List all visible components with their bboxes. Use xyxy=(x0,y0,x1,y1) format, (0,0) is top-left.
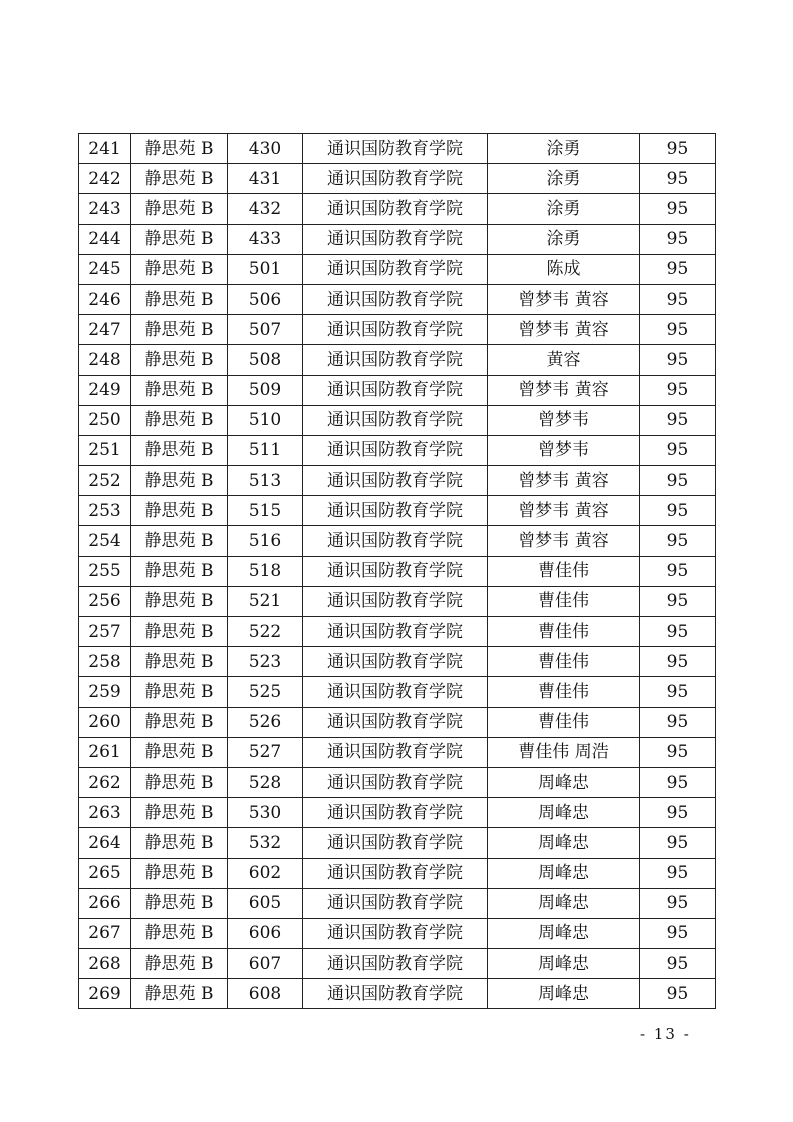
staff-name-cell: 涂勇 xyxy=(488,224,640,254)
table-row xyxy=(79,435,716,465)
staff-name-cell: 曹佳伟 xyxy=(488,556,640,586)
table-row xyxy=(79,647,716,677)
building-cell: 静思苑 B xyxy=(131,375,228,405)
college-cell: 通识国防教育学院 xyxy=(303,828,488,858)
table-row xyxy=(79,767,716,797)
college-cell: 通识国防教育学院 xyxy=(303,164,488,194)
college-cell: 通识国防教育学院 xyxy=(303,677,488,707)
building-cell: 静思苑 B xyxy=(131,918,228,948)
room-number-cell: 532 xyxy=(228,828,303,858)
score-cell: 95 xyxy=(640,345,716,375)
staff-name-cell: 涂勇 xyxy=(488,164,640,194)
score-cell: 95 xyxy=(640,466,716,496)
score-cell: 95 xyxy=(640,194,716,224)
table-row xyxy=(79,345,716,375)
staff-name-cell: 曾梦韦 xyxy=(488,435,640,465)
building-cell: 静思苑 B xyxy=(131,828,228,858)
row-index-cell: 264 xyxy=(79,828,131,858)
score-cell: 95 xyxy=(640,617,716,647)
staff-name-cell: 曹佳伟 xyxy=(488,647,640,677)
college-cell: 通识国防教育学院 xyxy=(303,435,488,465)
college-cell: 通识国防教育学院 xyxy=(303,798,488,828)
room-number-cell: 507 xyxy=(228,315,303,345)
score-cell: 95 xyxy=(640,496,716,526)
college-cell: 通识国防教育学院 xyxy=(303,949,488,979)
table-row xyxy=(79,828,716,858)
score-cell: 95 xyxy=(640,526,716,556)
table-row xyxy=(79,949,716,979)
college-cell: 通识国防教育学院 xyxy=(303,315,488,345)
table-row xyxy=(79,164,716,194)
room-number-cell: 605 xyxy=(228,888,303,918)
college-cell: 通识国防教育学院 xyxy=(303,526,488,556)
row-index-cell: 241 xyxy=(79,134,131,164)
row-index-cell: 247 xyxy=(79,315,131,345)
row-index-cell: 268 xyxy=(79,949,131,979)
staff-name-cell: 黄容 xyxy=(488,345,640,375)
building-cell: 静思苑 B xyxy=(131,737,228,767)
building-cell: 静思苑 B xyxy=(131,858,228,888)
staff-name-cell: 曾梦韦 黄容 xyxy=(488,466,640,496)
college-cell: 通识国防教育学院 xyxy=(303,194,488,224)
room-number-cell: 508 xyxy=(228,345,303,375)
room-number-cell: 433 xyxy=(228,224,303,254)
staff-name-cell: 陈成 xyxy=(488,254,640,284)
college-cell: 通识国防教育学院 xyxy=(303,737,488,767)
room-number-cell: 523 xyxy=(228,647,303,677)
staff-name-cell: 周峰忠 xyxy=(488,979,640,1009)
staff-name-cell: 涂勇 xyxy=(488,194,640,224)
table-row xyxy=(79,194,716,224)
staff-name-cell: 曾梦韦 xyxy=(488,405,640,435)
room-number-cell: 509 xyxy=(228,375,303,405)
row-index-cell: 251 xyxy=(79,435,131,465)
building-cell: 静思苑 B xyxy=(131,224,228,254)
table-row xyxy=(79,888,716,918)
room-number-cell: 521 xyxy=(228,586,303,616)
college-cell: 通识国防教育学院 xyxy=(303,707,488,737)
score-cell: 95 xyxy=(640,284,716,314)
room-number-cell: 606 xyxy=(228,918,303,948)
score-cell: 95 xyxy=(640,586,716,616)
room-number-cell: 501 xyxy=(228,254,303,284)
table-row xyxy=(79,617,716,647)
college-cell: 通识国防教育学院 xyxy=(303,767,488,797)
table-row xyxy=(79,496,716,526)
room-number-cell: 510 xyxy=(228,405,303,435)
staff-name-cell: 周峰忠 xyxy=(488,767,640,797)
row-index-cell: 261 xyxy=(79,737,131,767)
score-cell: 95 xyxy=(640,737,716,767)
staff-name-cell: 曾梦韦 黄容 xyxy=(488,496,640,526)
row-index-cell: 254 xyxy=(79,526,131,556)
table-row xyxy=(79,979,716,1009)
score-cell: 95 xyxy=(640,556,716,586)
row-index-cell: 250 xyxy=(79,405,131,435)
page-number: - 13 - xyxy=(640,1025,691,1043)
building-cell: 静思苑 B xyxy=(131,586,228,616)
score-cell: 95 xyxy=(640,375,716,405)
staff-name-cell: 涂勇 xyxy=(488,134,640,164)
college-cell: 通识国防教育学院 xyxy=(303,284,488,314)
staff-name-cell: 周峰忠 xyxy=(488,828,640,858)
score-cell: 95 xyxy=(640,918,716,948)
college-cell: 通识国防教育学院 xyxy=(303,224,488,254)
row-index-cell: 246 xyxy=(79,284,131,314)
dormitory-score-table xyxy=(78,133,716,1009)
score-cell: 95 xyxy=(640,707,716,737)
room-number-cell: 525 xyxy=(228,677,303,707)
room-number-cell: 515 xyxy=(228,496,303,526)
row-index-cell: 248 xyxy=(79,345,131,375)
score-cell: 95 xyxy=(640,858,716,888)
table-row xyxy=(79,918,716,948)
building-cell: 静思苑 B xyxy=(131,888,228,918)
building-cell: 静思苑 B xyxy=(131,677,228,707)
table-row xyxy=(79,707,716,737)
building-cell: 静思苑 B xyxy=(131,134,228,164)
score-cell: 95 xyxy=(640,888,716,918)
table-row xyxy=(79,526,716,556)
row-index-cell: 249 xyxy=(79,375,131,405)
building-cell: 静思苑 B xyxy=(131,767,228,797)
staff-name-cell: 曹佳伟 xyxy=(488,617,640,647)
college-cell: 通识国防教育学院 xyxy=(303,617,488,647)
score-cell: 95 xyxy=(640,979,716,1009)
college-cell: 通识国防教育学院 xyxy=(303,858,488,888)
score-cell: 95 xyxy=(640,164,716,194)
building-cell: 静思苑 B xyxy=(131,496,228,526)
table-row xyxy=(79,858,716,888)
room-number-cell: 527 xyxy=(228,737,303,767)
building-cell: 静思苑 B xyxy=(131,556,228,586)
table-row xyxy=(79,556,716,586)
room-number-cell: 506 xyxy=(228,284,303,314)
staff-name-cell: 曹佳伟 周浩 xyxy=(488,737,640,767)
building-cell: 静思苑 B xyxy=(131,617,228,647)
score-cell: 95 xyxy=(640,254,716,284)
row-index-cell: 256 xyxy=(79,586,131,616)
table-row xyxy=(79,134,716,164)
score-cell: 95 xyxy=(640,949,716,979)
row-index-cell: 266 xyxy=(79,888,131,918)
row-index-cell: 258 xyxy=(79,647,131,677)
table-row xyxy=(79,375,716,405)
score-cell: 95 xyxy=(640,798,716,828)
row-index-cell: 267 xyxy=(79,918,131,948)
row-index-cell: 260 xyxy=(79,707,131,737)
room-number-cell: 432 xyxy=(228,194,303,224)
score-cell: 95 xyxy=(640,224,716,254)
room-number-cell: 513 xyxy=(228,466,303,496)
table-row xyxy=(79,254,716,284)
row-index-cell: 252 xyxy=(79,466,131,496)
table-row xyxy=(79,224,716,254)
room-number-cell: 522 xyxy=(228,617,303,647)
room-number-cell: 518 xyxy=(228,556,303,586)
staff-name-cell: 周峰忠 xyxy=(488,858,640,888)
college-cell: 通识国防教育学院 xyxy=(303,405,488,435)
room-number-cell: 511 xyxy=(228,435,303,465)
row-index-cell: 242 xyxy=(79,164,131,194)
table-row xyxy=(79,798,716,828)
college-cell: 通识国防教育学院 xyxy=(303,134,488,164)
college-cell: 通识国防教育学院 xyxy=(303,466,488,496)
staff-name-cell: 周峰忠 xyxy=(488,888,640,918)
room-number-cell: 608 xyxy=(228,979,303,1009)
room-number-cell: 602 xyxy=(228,858,303,888)
score-cell: 95 xyxy=(640,677,716,707)
row-index-cell: 243 xyxy=(79,194,131,224)
table-row xyxy=(79,737,716,767)
table-body xyxy=(79,134,716,1009)
score-cell: 95 xyxy=(640,315,716,345)
building-cell: 静思苑 B xyxy=(131,315,228,345)
building-cell: 静思苑 B xyxy=(131,949,228,979)
table-row xyxy=(79,284,716,314)
college-cell: 通识国防教育学院 xyxy=(303,647,488,677)
score-cell: 95 xyxy=(640,767,716,797)
staff-name-cell: 曾梦韦 黄容 xyxy=(488,315,640,345)
staff-name-cell: 周峰忠 xyxy=(488,918,640,948)
room-number-cell: 516 xyxy=(228,526,303,556)
row-index-cell: 253 xyxy=(79,496,131,526)
college-cell: 通识国防教育学院 xyxy=(303,375,488,405)
score-cell: 95 xyxy=(640,435,716,465)
college-cell: 通识国防教育学院 xyxy=(303,345,488,375)
score-cell: 95 xyxy=(640,647,716,677)
building-cell: 静思苑 B xyxy=(131,164,228,194)
room-number-cell: 528 xyxy=(228,767,303,797)
college-cell: 通识国防教育学院 xyxy=(303,979,488,1009)
building-cell: 静思苑 B xyxy=(131,435,228,465)
staff-name-cell: 曾梦韦 黄容 xyxy=(488,375,640,405)
table-row xyxy=(79,586,716,616)
room-number-cell: 530 xyxy=(228,798,303,828)
building-cell: 静思苑 B xyxy=(131,345,228,375)
building-cell: 静思苑 B xyxy=(131,979,228,1009)
row-index-cell: 245 xyxy=(79,254,131,284)
college-cell: 通识国防教育学院 xyxy=(303,496,488,526)
room-number-cell: 526 xyxy=(228,707,303,737)
score-cell: 95 xyxy=(640,828,716,858)
building-cell: 静思苑 B xyxy=(131,194,228,224)
building-cell: 静思苑 B xyxy=(131,707,228,737)
building-cell: 静思苑 B xyxy=(131,254,228,284)
staff-name-cell: 曹佳伟 xyxy=(488,586,640,616)
building-cell: 静思苑 B xyxy=(131,284,228,314)
building-cell: 静思苑 B xyxy=(131,798,228,828)
building-cell: 静思苑 B xyxy=(131,466,228,496)
staff-name-cell: 周峰忠 xyxy=(488,949,640,979)
table-row xyxy=(79,466,716,496)
table-row xyxy=(79,405,716,435)
staff-name-cell: 曾梦韦 黄容 xyxy=(488,526,640,556)
staff-name-cell: 曾梦韦 黄容 xyxy=(488,284,640,314)
room-number-cell: 607 xyxy=(228,949,303,979)
table-row xyxy=(79,315,716,345)
score-cell: 95 xyxy=(640,134,716,164)
college-cell: 通识国防教育学院 xyxy=(303,556,488,586)
score-cell: 95 xyxy=(640,405,716,435)
row-index-cell: 262 xyxy=(79,767,131,797)
college-cell: 通识国防教育学院 xyxy=(303,254,488,284)
row-index-cell: 269 xyxy=(79,979,131,1009)
building-cell: 静思苑 B xyxy=(131,647,228,677)
table-row xyxy=(79,677,716,707)
room-number-cell: 430 xyxy=(228,134,303,164)
row-index-cell: 263 xyxy=(79,798,131,828)
row-index-cell: 255 xyxy=(79,556,131,586)
college-cell: 通识国防教育学院 xyxy=(303,918,488,948)
college-cell: 通识国防教育学院 xyxy=(303,586,488,616)
college-cell: 通识国防教育学院 xyxy=(303,888,488,918)
row-index-cell: 257 xyxy=(79,617,131,647)
building-cell: 静思苑 B xyxy=(131,526,228,556)
room-number-cell: 431 xyxy=(228,164,303,194)
building-cell: 静思苑 B xyxy=(131,405,228,435)
row-index-cell: 259 xyxy=(79,677,131,707)
staff-name-cell: 曹佳伟 xyxy=(488,707,640,737)
staff-name-cell: 曹佳伟 xyxy=(488,677,640,707)
row-index-cell: 265 xyxy=(79,858,131,888)
row-index-cell: 244 xyxy=(79,224,131,254)
staff-name-cell: 周峰忠 xyxy=(488,798,640,828)
